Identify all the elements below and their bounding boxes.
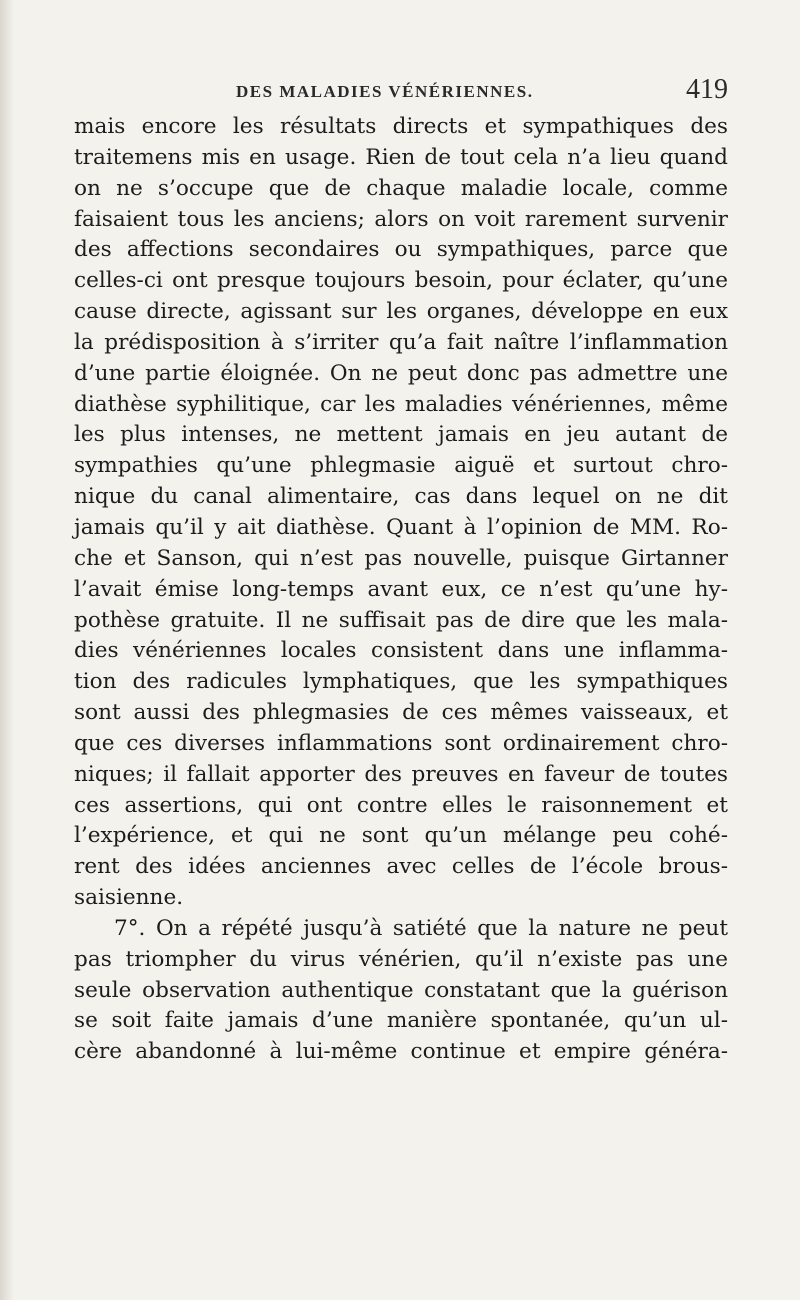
text-line: d’une partie éloignée. On ne peut donc pas admettre une <box>74 360 728 386</box>
binding-shadow <box>0 0 14 1300</box>
text-line: l’avait émise long-temps avant eux, ce n’est qu’une hy- <box>74 576 728 602</box>
text-line: traitemens mis en usage. Rien de tout cela n’a lieu quand <box>74 144 728 170</box>
body-text <box>74 112 728 1068</box>
text-line: ces assertions, qui ont contre elles le raisonnement et <box>74 792 728 818</box>
text-line: on ne s’occupe que de chaque maladie locale, comme <box>74 175 728 201</box>
text-line: dies vénériennes locales consistent dans une inflamma- <box>74 638 728 664</box>
text-line: sont aussi des phlegmasies de ces mêmes vaisseaux, et <box>74 700 728 726</box>
text-line: saisienne. <box>74 885 184 911</box>
text-line: niques; il fallait apporter des preuves en faveur de toutes <box>74 761 728 787</box>
text-line: pas triompher du virus vénérien, qu’il n’existe pas une <box>74 946 728 972</box>
text-line: sympathies qu’une phlegmasie aiguë et surtout chro- <box>74 453 728 479</box>
text-line: pothèse gratuite. Il ne suffisait pas de dire que les mala- <box>74 607 728 633</box>
text-line: tion des radicules lymphatiques, que les sympathiques <box>74 669 728 695</box>
text-line: faisaient tous les anciens; alors on voit rarement survenir <box>74 206 728 232</box>
text-line: diathèse syphilitique, car les maladies vénériennes, même <box>74 391 728 417</box>
text-line: nique du canal alimentaire, cas dans lequel on ne dit <box>74 484 728 510</box>
text-line: l’expérience, et qui ne sont qu’un mélange peu cohé- <box>74 823 728 849</box>
running-head: DES MALADIES VÉNÉRIENNES. <box>236 82 534 101</box>
text-line: rent des idées anciennes avec celles de l’école brous- <box>74 854 728 880</box>
text-line: que ces diverses inflammations sont ordinairement chro- <box>74 730 728 756</box>
page-number: 419 <box>686 74 728 105</box>
page-header <box>0 74 800 108</box>
text-line: se soit faite jamais d’une manière spontanée, qu’un ul- <box>74 1008 728 1034</box>
text-line: cère abandonné à lui-même continue et empire généra- <box>74 1039 728 1065</box>
text-line: des affections secondaires ou sympathiques, parce que <box>74 237 728 263</box>
text-line: les plus intenses, ne mettent jamais en jeu autant de <box>74 422 728 448</box>
text-line: mais encore les résultats directs et sympathiques des <box>74 114 728 139</box>
text-line: cause directe, agissant sur les organes, développe en eux <box>74 299 728 325</box>
text-line: jamais qu’il y ait diathèse. Quant à l’opinion de MM. Ro- <box>74 514 728 540</box>
text-line: che et Sanson, qui n’est pas nouvelle, puisque Girtanner <box>74 545 728 571</box>
text-line: 7°. On a répété jusqu’à satiété que la nature ne peut <box>114 915 728 941</box>
text-line: celles-ci ont presque toujours besoin, pour éclater, qu’une <box>74 268 728 294</box>
text-line: la prédisposition à s’irriter qu’a fait naître l’inflammation <box>74 329 728 355</box>
text-line: seule observation authentique constatant que la guérison <box>74 977 728 1003</box>
